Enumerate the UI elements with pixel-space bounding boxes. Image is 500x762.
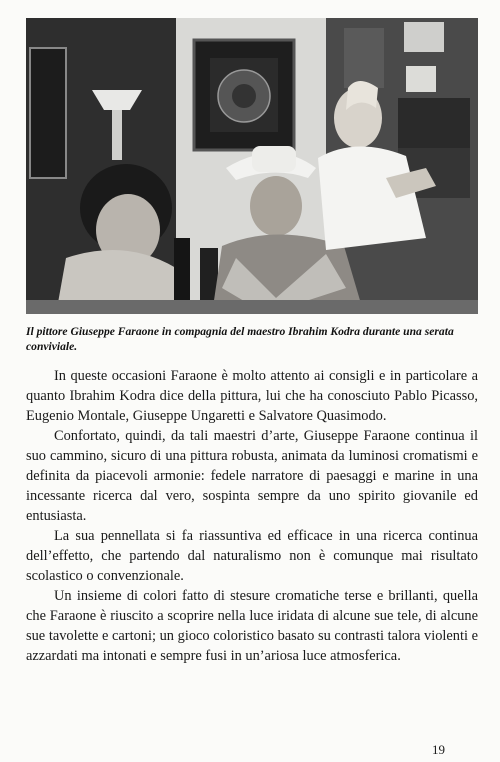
paragraph: In queste occasioni Faraone è molto attento ai consigli e in particolare a quanto Ibrahim Kodra dice della pittura, lui che ha conosciuto Pablo Picasso, Eugenio Montale, Giuseppe Ungaretti e Salvatore Quasimodo. [26, 368, 478, 424]
body-text [26, 366, 478, 666]
paragraph: Un insieme di colori fatto di stesure cromatiche terse e brillanti, quella che Faraone è riuscito a scoprire nella luce iridata di alcune sue tele, di alcune sue tavolette e cartoni; un gioco coloristico basato su contrasti talora violenti e azzardati ma intonati e sempre fusi in un’ariosa luce atmosferica. [26, 588, 478, 664]
page-number: 19 [432, 742, 445, 757]
paragraph: La sua pennellata si fa riassuntiva ed efficace in una ricerca continua dell’effetto, che partendo dal naturalismo non è comunque mai risultato scolastico o convenzionale. [26, 528, 478, 584]
paragraph: Confortato, quindi, da tali maestri d’arte, Giuseppe Faraone continua il suo cammino, sicuro di una pittura robusta, animata da luminosi cromatismi e definita da piacevoli armonie: fedele narratore di paesaggi e marine in una incessante ricerca dal vero, sospinta sempre da uno spirito giovanile ed entusiasta. [26, 428, 478, 524]
photograph [26, 18, 478, 314]
photo-scene [26, 18, 478, 314]
photo-caption: Il pittore Giuseppe Faraone in compagnia del maestro Ibrahim Kodra durante una serata conviviale. [26, 325, 454, 353]
